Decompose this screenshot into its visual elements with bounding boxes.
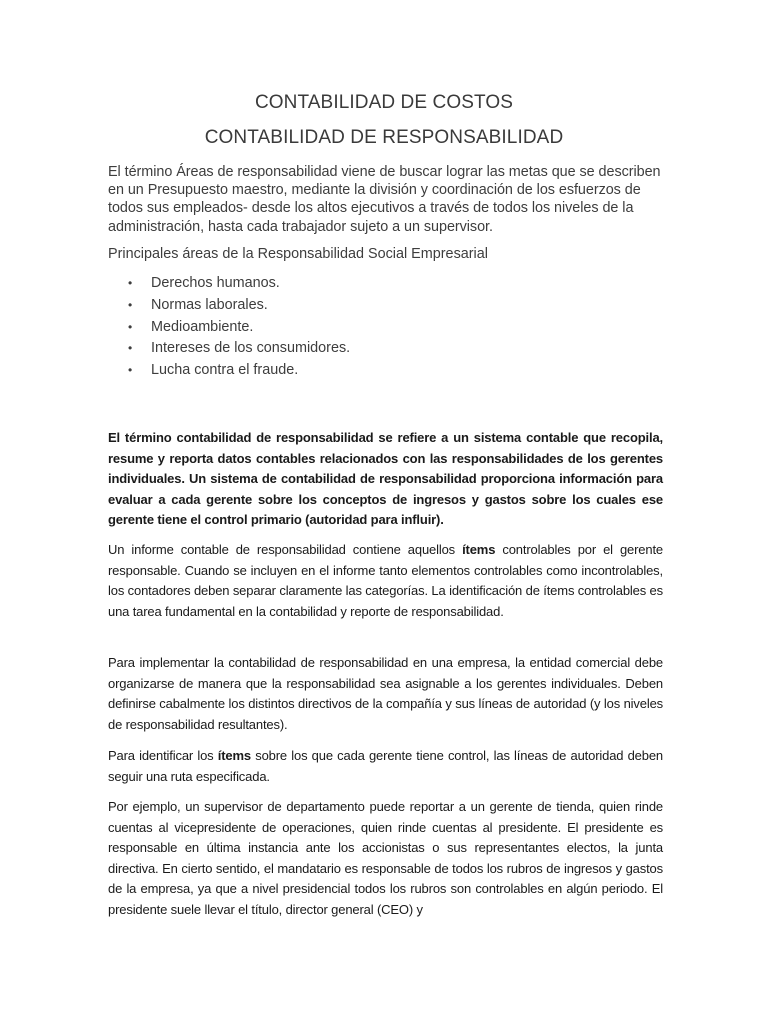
definition-paragraph: El término contabilidad de responsabilidad se refiere a un sistema contable que recopila, resume y reporta datos contables relacionados con las responsabilidades de los gerentes individuales. Un sistema de contabilidad de responsabilidad proporciona información para evaluar a cada gerente sobre los conceptos de ingresos y gastos sobre los cuales ese gerente tiene el control primario (autoridad para influir). bbox=[108, 430, 663, 528]
paragraph-text: controlables por el gerente responsable. Cuando se incluyen en el informe tanto elementos controlables como incontrolables, los contadores deben separar claramente las categorías. La identificación de ítems controlables es una tarea fundamental en la contabilidad y reporte de responsabilidad. bbox=[108, 542, 663, 619]
list-item-text: Lucha contra el fraude. bbox=[151, 362, 299, 379]
list-item-text: Intereses de los consumidores. bbox=[151, 340, 351, 357]
bold-term: ítems bbox=[462, 542, 496, 557]
report-paragraph bbox=[108, 540, 663, 622]
list-item-text: Medioambiente. bbox=[151, 318, 254, 335]
paragraph-text: sobre los que cada gerente tiene control, las líneas de autoridad deben seguir una ruta especificada. bbox=[108, 748, 663, 784]
document-title: CONTABILIDAD DE COSTOS bbox=[254, 92, 514, 113]
areas-list bbox=[108, 273, 350, 382]
bullet-icon: • bbox=[128, 363, 133, 378]
list-item bbox=[108, 273, 350, 295]
bullet-icon: • bbox=[128, 297, 133, 312]
list-item-text: Normas laborales. bbox=[151, 296, 268, 313]
list-item-text: Derechos humanos. bbox=[151, 275, 280, 291]
document-subtitle: CONTABILIDAD DE RESPONSABILIDAD bbox=[204, 127, 564, 148]
list-item bbox=[108, 360, 350, 382]
implementation-paragraph: Para implementar la contabilidad de responsabilidad en una empresa, la entidad comercial debe organizarse de manera que la responsabilidad sea asignable a los gerentes individuales. Deben definirse cabalmente los distintos directivos de la compañía y sus líneas de autoridad (y los niveles de responsabilidad resultantes). bbox=[108, 655, 663, 732]
bold-term: ítems bbox=[217, 748, 251, 763]
identification-paragraph bbox=[108, 746, 663, 787]
paragraph-text: Para identificar los bbox=[108, 748, 218, 763]
list-item bbox=[108, 338, 350, 360]
bullet-icon: • bbox=[128, 341, 133, 356]
list-item bbox=[108, 317, 350, 339]
paragraph-text: Un informe contable de responsabilidad contiene aquellos bbox=[108, 542, 463, 557]
areas-heading: Principales áreas de la Responsabilidad Social Empresarial bbox=[108, 246, 488, 262]
bullet-icon: • bbox=[128, 319, 133, 334]
list-item bbox=[108, 295, 350, 317]
bullet-icon: • bbox=[128, 276, 133, 290]
example-paragraph: Por ejemplo, un supervisor de departamento puede reportar a un gerente de tienda, quien rinde cuentas al vicepresidente de operaciones, quien rinde cuentas al presidente. El presidente es responsable en última instancia ante los accionistas o sus representantes electos, la junta directiva. En cierto sentido, el mandatario es responsable de todos los rubros de ingresos y gastos de la empresa, ya que a nivel presidencial todos los rubros son controlables en algún periodo. El presidente suele llevar el título, director general (CEO) y bbox=[108, 799, 663, 917]
intro-paragraph: El término Áreas de responsabilidad viene de buscar lograr las metas que se describen en un Presupuesto maestro, mediante la división y coordinación de los esfuerzos de todos sus empleados- desde los altos ejecutivos a través de todos los niveles de la administración, hasta cada trabajador sujeto a un supervisor. bbox=[108, 164, 661, 235]
